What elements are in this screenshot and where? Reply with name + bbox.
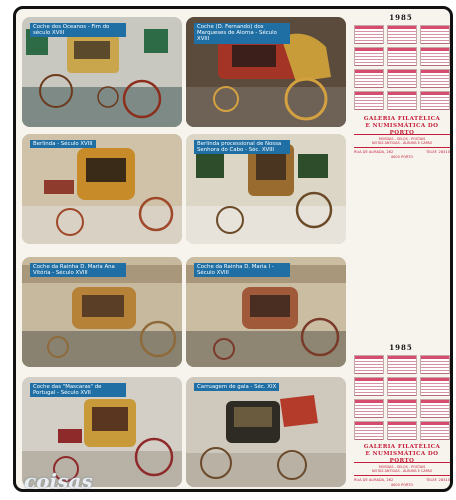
carriage-caption: Coche dos Oceanos - Fim do século XVIII: [30, 23, 126, 37]
shop-name-line1: GALERIA FILATÉLICA: [363, 116, 441, 122]
carriage-card-2: [186, 17, 346, 127]
address-postal: 4000 PORTO: [390, 483, 414, 487]
carriage-caption: Coche da Rainha D. Maria I - Século XVIII: [194, 263, 290, 277]
carriage-card-3: [22, 134, 182, 244]
calendar-month: [354, 69, 384, 88]
carriage-photo: [22, 134, 182, 244]
shop-services: [354, 465, 450, 474]
calendar-month: [420, 377, 450, 396]
carriage-caption: Coche da Rainha D. Maria Ana Vitória - Século XVIII: [30, 263, 126, 277]
services-line2: NOTAS ANTIGAS - ÁLBUNS E CAPAS: [372, 469, 432, 474]
address-phone: TELEF. 28310: [426, 150, 450, 154]
carriage-card-4: [186, 134, 346, 244]
calendar-month: [387, 69, 417, 88]
calendar-month: [387, 47, 417, 66]
calendar-month: [387, 91, 417, 110]
address-phone: TELEF. 28310: [426, 478, 450, 482]
carriage-caption: Carruagem de gala - Séc. XIX: [194, 383, 279, 391]
calendar-month: [420, 69, 450, 88]
calendar-month: [354, 47, 384, 66]
divider: [354, 134, 450, 135]
carriage-card-8: [186, 377, 346, 487]
calendar-month: [354, 399, 384, 418]
calendar-month: [420, 399, 450, 418]
divider: [354, 462, 450, 463]
services-line1: MOEDAS - SELOS - POSTAIS: [378, 137, 426, 141]
calendar-month: [420, 91, 450, 110]
address-street: RUA DE ALMADA, 262: [354, 150, 394, 154]
calendar-year: 1985: [389, 343, 413, 352]
services-line1: MOEDAS - SELOS - POSTAIS: [378, 465, 426, 469]
carriage-caption: Berlinda processional de Nossa Senhora do Cabo - Séc. XVIII: [194, 140, 290, 154]
calendar-month: [420, 421, 450, 440]
carriage-caption: Berlinda - Século XVIII: [30, 140, 96, 148]
calendar-month: [387, 355, 417, 374]
carriage-caption: Coche (D. Fernando) dos Marqueses de Alorna - Século XVIII: [194, 23, 290, 44]
calendar-month: [354, 377, 384, 396]
shop-name-line2: E NUMISMÁTICA DO PORTO: [365, 451, 439, 464]
shop-services: [354, 137, 450, 146]
carriage-card-6: [186, 257, 346, 367]
calendar-month: [354, 25, 384, 44]
calendar-month: [354, 91, 384, 110]
calendar-month: [387, 377, 417, 396]
calendar-months-grid: [354, 25, 450, 110]
calendar-year: 1985: [389, 13, 413, 22]
calendar-month: [387, 25, 417, 44]
calendar-sheet: [13, 6, 453, 492]
carriage-card-1: [22, 17, 182, 127]
carriage-card-5: [22, 257, 182, 367]
divider: [354, 475, 450, 476]
shop-name-line2: E NUMISMÁTICA DO PORTO: [365, 123, 439, 136]
calendar-month: [354, 421, 384, 440]
carriage-photo: [186, 377, 346, 487]
calendar-months-grid: [354, 355, 450, 440]
address-street: RUA DE ALMADA, 262: [354, 478, 394, 482]
calendar-1985-bottom: [348, 343, 453, 492]
services-line2: NOTAS ANTIGAS - ÁLBUNS E CAPAS: [372, 141, 432, 146]
calendar-month: [420, 47, 450, 66]
calendar-month: [420, 355, 450, 374]
calendar-1985-top: [348, 13, 453, 175]
calendar-month: [420, 25, 450, 44]
address-postal: 4000 PORTO: [390, 155, 414, 159]
calendar-month: [354, 355, 384, 374]
watermark-logo: coisas: [24, 469, 93, 492]
divider: [354, 147, 450, 148]
calendar-month: [387, 399, 417, 418]
shop-name-line1: GALERIA FILATÉLICA: [363, 444, 441, 450]
calendar-month: [387, 421, 417, 440]
carriage-caption: Coche das "Mascaras" de Portugal - Século XVII: [30, 383, 126, 397]
